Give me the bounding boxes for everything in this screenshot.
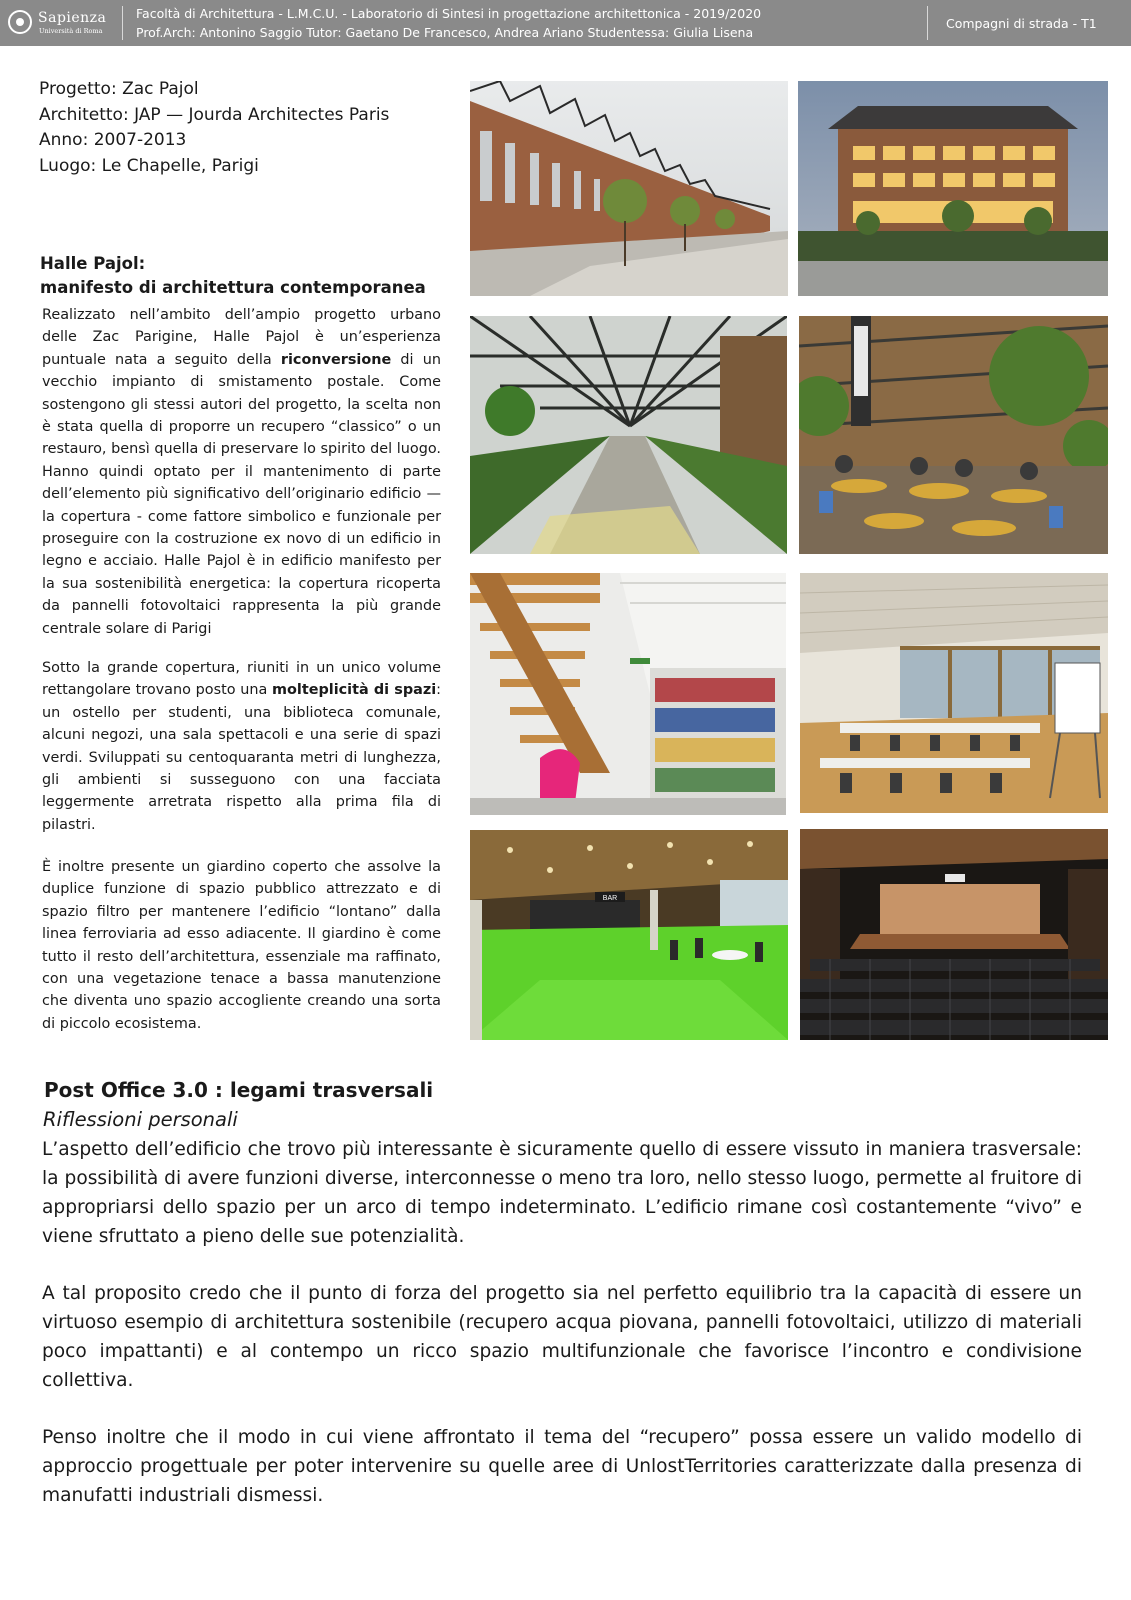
bold-term: riconversione	[280, 351, 392, 368]
logo-subtitle: Università di Roma	[39, 27, 103, 35]
paragraph-3: È inoltre presente un giardino coperto che assolve la duplice funzione di spazio pubblico attrezzato e di spazio filtro per mantenere l’edificio “lontano” dalla linea ferroviaria ad esso adiacente. Il giardino è come tutto il resto dell’architettura, essenziale ma raffinato, con una vegetazione tenace a bassa manutenzione che diventa uno spazio accogliente creando una sorta di piccolo ecosistema.	[42, 859, 441, 1032]
project-year: Anno: 2007-2013	[39, 130, 187, 150]
header-bar	[0, 0, 1131, 46]
section-title-line1: Halle Pajol:	[40, 254, 146, 273]
paragraph-2	[42, 657, 441, 836]
reflection-paragraph-3: Penso inoltre che il modo in cui viene affrontato il tema del “recupero” possa essere un valido modello di approccio progettuale per poter intervenire su quelle aree di UnlostTerritories caratterizzate dalla presenza di manufatti industriali dismessi.	[42, 1427, 1082, 1506]
photo-bar-green-floor	[470, 830, 788, 1040]
text-run: Sotto la grande copertura, riuniti in un unico volume rettangolare trovano posto una	[42, 660, 441, 699]
bar-sign: BAR	[602, 895, 618, 902]
logo-name: Sapienza	[38, 10, 107, 26]
text-run: di un vecchio impianto di smistamento postale. Come sostengono gli stessi autori del progetto, la scelta non è stata quella di proporre un recupero “classico” o un restauro, bensì quella di preservare lo spirito del luogo. Hanno quindi optato per il mantenimento di parte dell’elemento più significativo dell’originario edificio — la copertura - come fattore simbolico e funzionale per proseguire con la costruzione ex novo di un edificio in legno e acciaio. Halle Pajol è in edificio manifesto per la sua sostenibilità energetica: la copertura ricoperta da pannelli fotovoltaici rappresenta la più grande centrale solare di Parigi	[42, 351, 441, 637]
photo-cafe-terrace	[799, 316, 1108, 554]
university-seal-icon	[8, 10, 32, 34]
photo-auditorium	[800, 829, 1108, 1040]
section-title	[40, 252, 426, 300]
reflection-paragraph-2: A tal proposito credo che il punto di forza del progetto sia nel perfetto equilibrio tra la capacità di essere un virtuoso esempio di architettura sostenibile (recupero acqua piovana, pannelli fotovoltaici, utilizzo di materiali poco impattanti) e al contempo un ricco spazio multifunzionale che favorisce l’incontro e condivisione collettiva.	[42, 1283, 1082, 1391]
header-divider	[927, 6, 928, 40]
course-info: Facoltà di Architettura - L.M.C.U. - Laboratorio di Sintesi in progettazione architettonica - 2019/2020	[136, 6, 762, 21]
text-run: Realizzato nell’ambito dell’ampio progetto urbano delle Zac Parigine, Halle Pajol è un’esperienza puntuale nata a seguito della	[42, 307, 441, 368]
photo-night-facade	[798, 81, 1108, 296]
board-label: Compagni di strada - T1	[946, 16, 1097, 31]
reflection-paragraph-1: L’aspetto dell’edificio che trovo più interessante è sicuramente quello di essere vissuto in maniera trasversale: la possibilità di avere funzioni diverse, interconnesse o meno tra loro, nello stesso luogo, permette al fruitore di appropriarsi dello spazio per un arco di tempo indeterminato. L’edificio rimane così costantemente “vivo” e viene sfruttato a pieno delle sue potenzialità.	[42, 1139, 1082, 1247]
section-title-line2: manifesto di architettura contemporanea	[40, 278, 426, 297]
project-info	[39, 77, 389, 179]
bold-term: molteplicità di spazi	[272, 682, 437, 699]
photo-covered-garden	[470, 316, 787, 554]
sapienza-logo	[8, 8, 118, 38]
photo-meeting-room	[800, 573, 1108, 813]
reflection-title: Post Office 3.0 : legami trasversali	[44, 1078, 434, 1102]
project-name: Progetto: Zac Pajol	[39, 79, 199, 99]
paragraph-1	[42, 304, 441, 640]
photo-library	[470, 573, 786, 815]
photo-exterior-street	[470, 81, 788, 296]
people-info: Prof.Arch: Antonino Saggio Tutor: Gaetano De Francesco, Andrea Ariano Studentessa: Giulia Lisena	[136, 25, 754, 40]
reflection-subtitle: Riflessioni personali	[43, 1108, 238, 1131]
project-architect: Architetto: JAP — Jourda Architectes Paris	[39, 104, 390, 125]
project-location: Luogo: Le Chapelle, Parigi	[39, 155, 259, 176]
header-divider	[122, 6, 123, 40]
text-run: : un ostello per studenti, una biblioteca comunale, alcuni negozi, una sala spettacoli e una serie di spazi verdi. Sviluppati su centoquaranta metri di lunghezza, gli ambienti si susseguono con una facciata leggermente arretrata rispetto alla prima fila di pilastri.	[42, 682, 441, 833]
